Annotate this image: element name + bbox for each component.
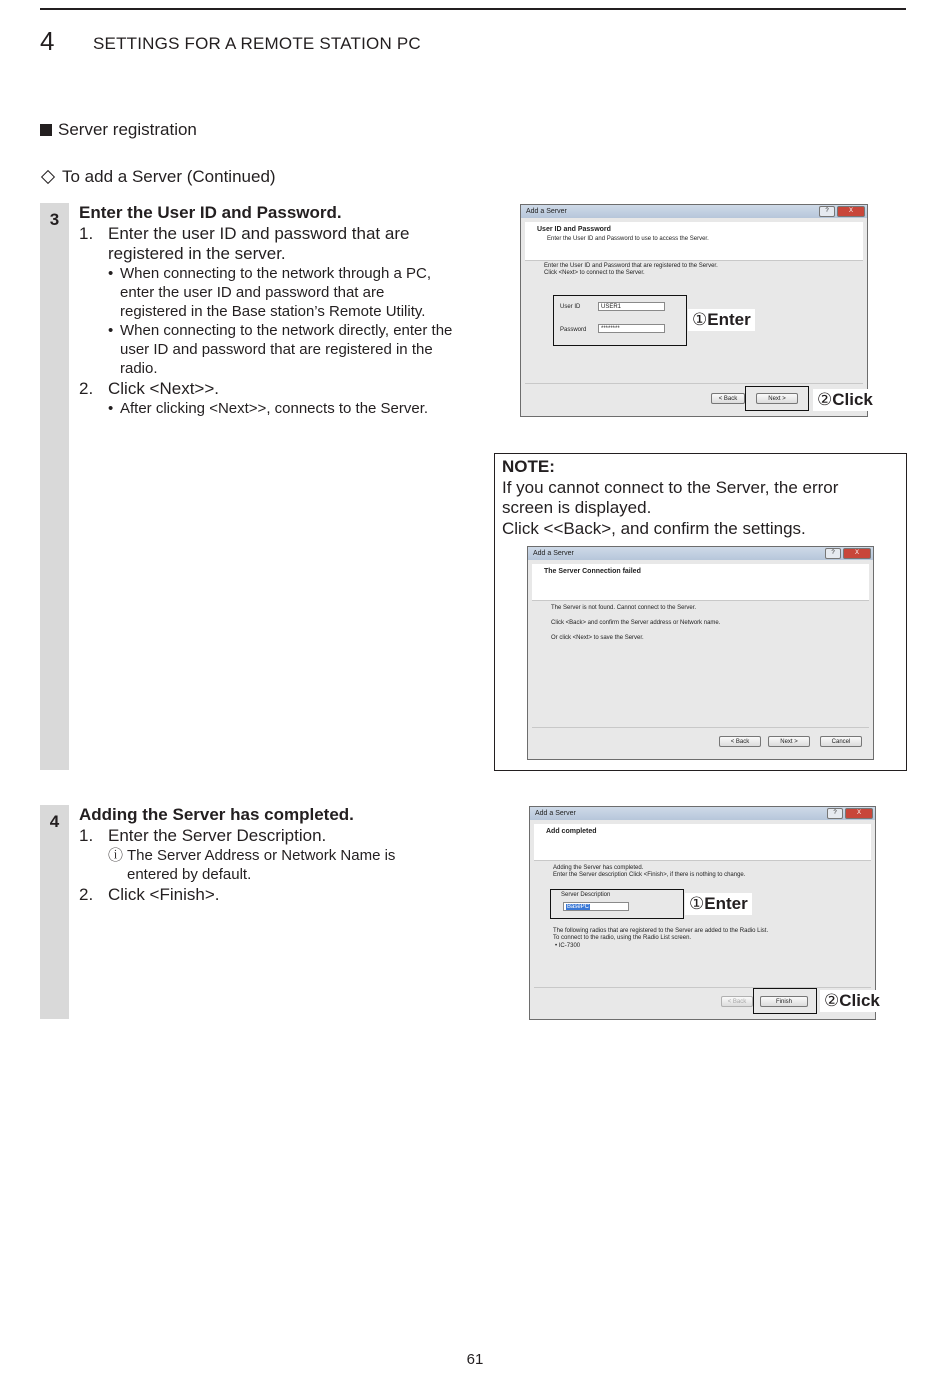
subsection-heading: [40, 167, 276, 187]
callout-enter-label: Enter: [707, 310, 751, 329]
help-button[interactable]: ?: [819, 206, 835, 217]
dialog1-window-title: Add a Server: [526, 208, 567, 215]
section-heading: [40, 120, 197, 140]
step3-number: 3: [49, 210, 60, 229]
chapter-title: SETTINGS FOR A REMOTE STATION PC: [93, 34, 421, 53]
step3-bullet-c-text: After clicking <Next>>, connects to the Server.: [120, 400, 429, 417]
dialog3-window-title: Add a Server: [535, 810, 576, 817]
back-button[interactable]: < Back: [711, 393, 745, 404]
callout-click-num: ②: [824, 991, 840, 1010]
step3-item1: [79, 224, 459, 264]
dialog-connection-failed: [527, 546, 874, 760]
dialog1-body-line2: Click <Next> to connect to the Server.: [544, 270, 645, 276]
help-button[interactable]: ?: [825, 548, 841, 559]
close-button[interactable]: X: [837, 206, 865, 217]
enter-highlight-box: [550, 889, 684, 919]
callout-click: [820, 990, 884, 1012]
dialog3-line5: • IC-7300: [555, 943, 581, 949]
dialog1-header-title: User ID and Password: [537, 226, 611, 233]
callout-enter: [685, 893, 752, 915]
step3-bullet-b: • When connecting to the network directly, enter the user ID and password that are registered in the radio.: [108, 322, 453, 377]
userid-label: User ID: [560, 304, 581, 310]
step4-item1-num: 1.: [79, 826, 94, 845]
dialog3-line4: To connect to the radio, using the Radio List screen.: [553, 935, 692, 941]
step4-item1-text: Enter the Server Description.: [108, 826, 327, 845]
dialog1-titlebar: [521, 205, 867, 218]
server-description-label: Server Description: [561, 892, 611, 898]
dialog3-header-title: Add completed: [546, 828, 597, 835]
diamond-bullet-icon: [41, 170, 55, 184]
callout-click-label: Click: [839, 991, 880, 1010]
step4-info: [108, 846, 418, 884]
dialog3-line2: Enter the Server description Click <Finish>, if there is nothing to change.: [553, 872, 746, 878]
dialog3-line1: Adding the Server has completed.: [553, 865, 644, 871]
dialog1-header-sub: Enter the User ID and Password to use to access the Server.: [547, 236, 709, 242]
page-number: 61: [466, 1351, 484, 1368]
info-icon: ⓘ: [108, 847, 124, 864]
cancel-button[interactable]: Cancel: [820, 736, 862, 747]
section-title: Server registration: [58, 120, 197, 139]
next-button[interactable]: Next >: [756, 393, 798, 404]
help-button[interactable]: ?: [827, 808, 843, 819]
finish-button[interactable]: Finish: [760, 996, 808, 1007]
step3-bar: [40, 203, 69, 770]
dialog2-line2: Click <Back> and confirm the Server address or Network name.: [551, 620, 721, 626]
step3-bullet-c: • After clicking <Next>>, connects to the Server.: [108, 400, 429, 417]
dialog3-header: [534, 824, 871, 861]
step3-bullet-a: • When connecting to the network through a PC, enter the user ID and password that are registered in the Base station’s Remote Utility.: [108, 264, 453, 321]
dialog2-line3: Or click <Next> to save the Server.: [551, 635, 644, 641]
top-rule: [40, 8, 906, 10]
userid-input[interactable]: USER1: [598, 302, 665, 311]
back-button[interactable]: < Back: [719, 736, 761, 747]
note-text: [502, 457, 897, 539]
dialog1-header: [525, 222, 863, 261]
step4-item1: [79, 826, 459, 846]
step3-item2: [79, 379, 459, 399]
step3-title: Enter the User ID and Password.: [79, 203, 342, 222]
dialog3-line3: The following radios that are registered to the Server are added to the Radio List.: [553, 928, 769, 934]
back-button[interactable]: < Back: [721, 996, 753, 1007]
next-button[interactable]: Next >: [768, 736, 810, 747]
finish-highlight-box: [753, 988, 817, 1014]
step3-item2-num: 2.: [79, 379, 94, 398]
callout-enter: [688, 309, 755, 331]
enter-highlight-box: [553, 295, 687, 346]
chapter-number: 4: [40, 26, 55, 56]
step4-number: 4: [49, 812, 60, 831]
close-button[interactable]: X: [843, 548, 871, 559]
close-button[interactable]: X: [845, 808, 873, 819]
step4-info-text: The Server Address or Network Name is entered by default.: [127, 847, 396, 883]
step4-bar: [40, 805, 69, 1019]
dialog2-titlebar: [528, 547, 873, 560]
step3-bullet-b-text: When connecting to the network directly, enter the user ID and password that are registered in the radio.: [120, 322, 453, 377]
square-bullet-icon: [40, 124, 52, 136]
callout-click-label: Click: [832, 390, 873, 409]
callout-click: [813, 389, 877, 411]
step4-item2-num: 2.: [79, 885, 94, 904]
password-input[interactable]: ********: [598, 324, 665, 333]
password-label: Password: [560, 327, 587, 333]
dialog2-header: [532, 564, 869, 601]
step3-item1-text: Enter the user ID and password that are registered in the server.: [108, 224, 410, 263]
callout-enter-num: ①: [689, 894, 705, 913]
callout-enter-num: ①: [692, 310, 708, 329]
step4-title: Adding the Server has completed.: [79, 805, 354, 824]
step4-item2: [79, 885, 459, 905]
dialog2-line1: The Server is not found. Cannot connect to the Server.: [551, 605, 697, 611]
step3-bullet-a-text: When connecting to the network through a PC, enter the user ID and password that are registered in the Base station’s Remote Utility.: [120, 265, 432, 320]
note-line1: If you cannot connect to the Server, the error: [502, 477, 839, 497]
server-description-value: BasePC: [567, 904, 590, 910]
next-highlight-box: [745, 386, 809, 411]
step4-item2-text: Click <Finish>.: [108, 885, 220, 904]
dialog2-header-title: The Server Connection failed: [544, 568, 641, 575]
step3-item1-num: 1.: [79, 224, 94, 243]
note-line2: screen is displayed.: [502, 498, 652, 517]
dialog3-titlebar: [530, 807, 875, 820]
callout-click-num: ②: [817, 390, 833, 409]
dialog1-body-line1: Enter the User ID and Password that are registered to the Server.: [544, 263, 718, 269]
callout-enter-label: Enter: [704, 894, 748, 913]
note-line3: Click <<Back>, and confirm the settings.: [502, 518, 806, 538]
subsection-title: To add a Server (Continued): [62, 167, 276, 186]
dialog2-window-title: Add a Server: [533, 550, 574, 557]
step3-item2-text: Click <Next>>.: [108, 379, 220, 398]
note-title: NOTE:: [502, 457, 555, 476]
